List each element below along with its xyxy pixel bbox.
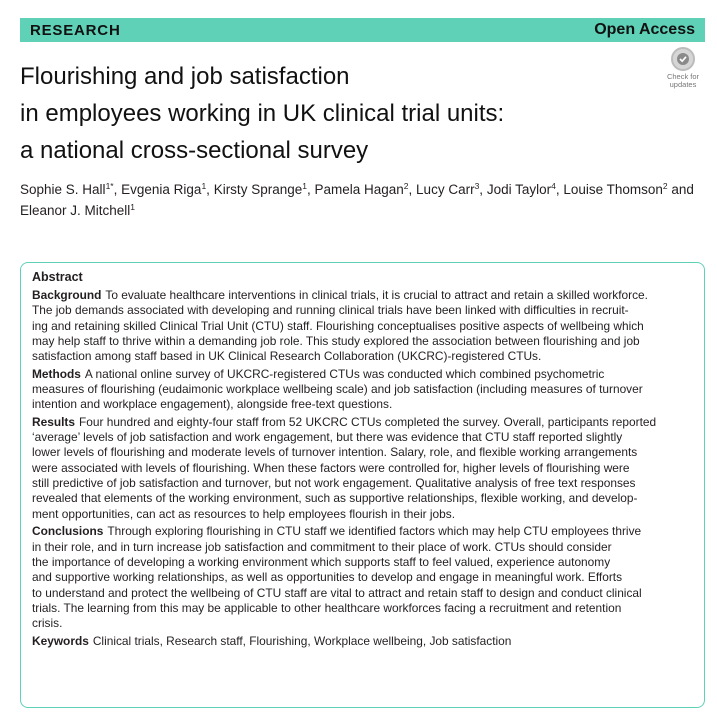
author-name: Sophie S. Hall	[20, 182, 106, 197]
abstract-heading: Abstract	[32, 270, 83, 284]
title-line: in employees working in UK clinical trial units:	[20, 100, 505, 127]
author-name: Louise Thomson	[563, 182, 663, 197]
title-line: a national cross-sectional survey	[20, 137, 369, 164]
abstract-line: were associated with levels of flourishing. When these factors were controlled for, higher levels of flourishing were	[32, 460, 630, 475]
abstract-line: ‘average’ levels of job satisfaction and work engagement, but there was evidence that CTU staff reported slightly	[32, 430, 623, 445]
author	[20, 203, 135, 218]
abstract-line: A national online survey of UKCRC-registered CTUs was conducted which combined psychometric	[84, 366, 605, 381]
author	[416, 182, 479, 197]
abstract-line: trials. The learning from this may be applicable to other healthcare workforces facing a recruitment and retention	[32, 600, 622, 615]
abstract-line: intention and workplace engagement), alongside free-text questions.	[32, 397, 393, 412]
author	[487, 182, 556, 197]
author-name: Evgenia Riga	[121, 182, 202, 197]
check-updates-text	[667, 73, 699, 89]
author-name: Lucy Carr	[416, 182, 475, 197]
author-affiliation: 3	[474, 181, 480, 191]
section-label: RESEARCH	[30, 21, 121, 39]
author-list: Sophie S. Hall$^{1*}$, Evgenia Riga$^1$, Kirsty Sprange$^1$, Pamela Hagan$^2$, Lucy Carr$^3$, Jodi Taylor$^4$, Louise Thomson$^2$ and Eleanor J. Mitchell$^1$	[20, 181, 694, 218]
author	[20, 182, 114, 197]
abstract-line: Through exploring flourishing in CTU staff we identified factors which may help CTU employees thrive	[107, 524, 642, 539]
author-name: Eleanor J. Mitchell	[20, 203, 131, 218]
abstract-line: lower levels of flourishing and moderate levels of turnover intention. Salary, role, and flexible working arrangements	[32, 445, 638, 460]
author-name: Kirsty Sprange	[213, 182, 303, 197]
abstract-line: and supportive working relationships, as well as opportunities to develop and engage in meaningful work. Efforts	[32, 570, 623, 585]
abstract-line: in their role, and in turn increase job satisfaction and commitment to their place of work. CTUs should consider	[32, 539, 612, 554]
open-access-label: Open Access	[594, 21, 695, 38]
abstract-line: measures of flourishing (eudaimonic workplace wellbeing scale) and job satisfaction (including measures of turnover	[32, 382, 643, 397]
results-label: Results	[32, 414, 75, 429]
section-banner	[20, 18, 705, 42]
abstract-line: the importance of developing a working environment which supports staff to feel valued, experience autonomy	[32, 554, 611, 569]
abstract-line: ment opportunities, can act as resources to help employees flourish in their jobs.	[32, 506, 456, 521]
author-affiliation: 1	[201, 181, 207, 191]
abstract-line: Four hundred and eighty-four staff from 52 UKCRC CTUs completed the survey. Overall, participants reported	[78, 414, 657, 429]
author-affiliation: 2	[662, 181, 668, 191]
abstract-line: still predictive of job satisfaction and turnover, but not work engagement. Qualitative analysis of free text responses	[32, 476, 636, 491]
author-affiliation: 1*	[105, 181, 114, 191]
abstract-keywords	[32, 634, 694, 649]
abstract-line: revealed that elements of the working environment, such as supportive relationships, flexible working, and develop-	[32, 491, 638, 506]
check-updates-line2: updates	[669, 80, 697, 89]
abstract-line: to understand and protect the wellbeing of CTU staff are vital to attract and retain staff to design and conduct clinical	[32, 585, 642, 600]
author	[314, 182, 408, 197]
abstract-line: The job demands associated with developing and running clinical trials have been linked with difficulties in recruit-	[32, 303, 629, 318]
author	[121, 182, 206, 197]
check-updates-icon	[671, 47, 695, 71]
abstract-methods	[32, 367, 694, 413]
author-affiliation: 4	[551, 181, 556, 191]
paper-title	[20, 58, 670, 169]
background-label: Background	[32, 288, 102, 302]
author-affiliation: 1	[302, 181, 307, 191]
conclusions-label: Conclusions	[32, 524, 104, 539]
abstract-background	[32, 288, 694, 365]
author-affiliation: 2	[403, 181, 409, 191]
abstract-line: ing and retaining skilled Clinical Trial Unit (CTU) staff. Flourishing conceptualises positive aspects of wellbeing which	[32, 318, 644, 333]
author	[563, 182, 667, 197]
author	[214, 182, 307, 197]
author-name: Pamela Hagan	[314, 182, 404, 197]
methods-label: Methods	[32, 366, 81, 381]
abstract-conclusions	[32, 524, 694, 631]
keywords-text: Clinical trials, Research staff, Flourishing, Workplace wellbeing, Job satisfaction	[92, 633, 512, 648]
check-updates-line1: Check for	[666, 72, 700, 81]
abstract-box	[20, 262, 705, 708]
abstract-line: crisis.	[32, 616, 63, 631]
author-name: Jodi Taylor	[486, 182, 552, 197]
keywords-label: Keywords	[32, 633, 89, 648]
title-line: Flourishing and job satisfaction	[20, 63, 350, 90]
abstract-results	[32, 415, 694, 522]
abstract-line: To evaluate healthcare interventions in clinical trials, it is crucial to attract and retain a skilled workforce.	[105, 288, 648, 302]
abstract-line: may help staff to thrive within a demanding job role. This study explored the association between flourishing and job	[32, 334, 640, 349]
abstract-line: satisfaction among staff based in UK Clinical Research Collaboration (UKCRC)-registered CTUs.	[32, 349, 542, 364]
author-affiliation: 1	[130, 202, 136, 212]
